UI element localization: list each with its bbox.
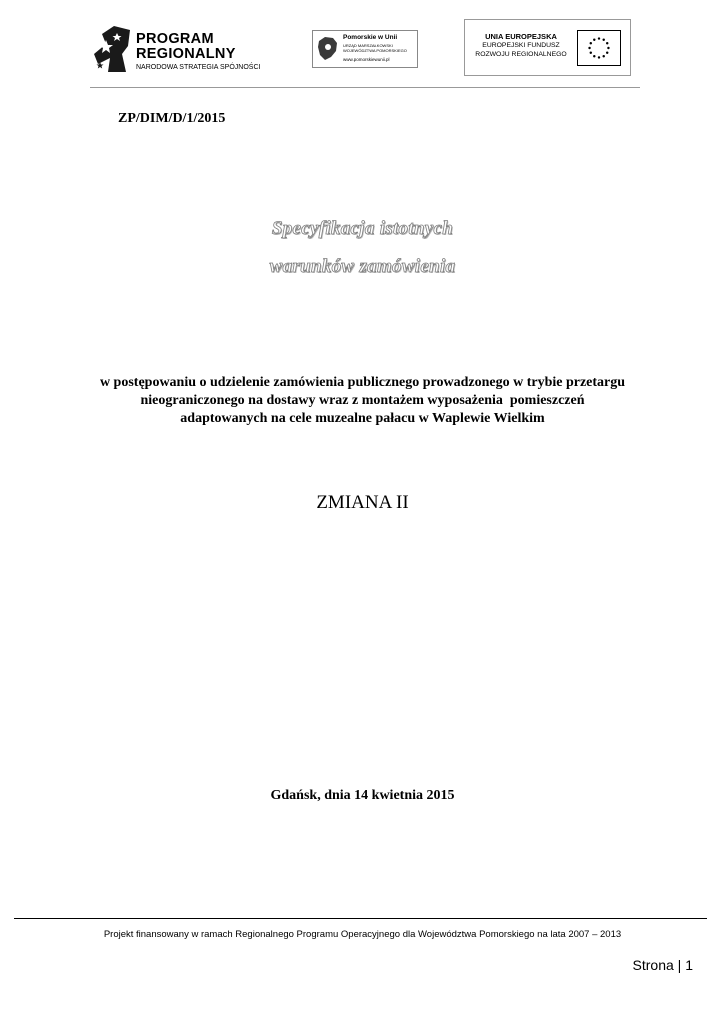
program-logo-line1: PROGRAM bbox=[136, 31, 214, 47]
page-number: Strona | 1 bbox=[632, 957, 693, 973]
program-regionalny-logo bbox=[92, 24, 272, 76]
procedure-description bbox=[80, 374, 645, 428]
program-logo-line3: NARODOWA STRATEGIA SPÓJNOŚCI bbox=[136, 64, 261, 71]
document-title-line1: Specyfikacja istotnych bbox=[271, 218, 454, 239]
eu-logo-line2: EUROPEJSKI FUNDUSZ bbox=[482, 42, 560, 49]
eu-flag-icon bbox=[577, 30, 621, 66]
pomorskie-logo-url: www.pomorskiewunii.pl bbox=[343, 57, 390, 62]
pomorskie-logo-title: Pomorskie w Unii bbox=[343, 34, 398, 41]
amendment-heading: ZMIANA II bbox=[316, 492, 409, 513]
procedure-line2: nieograniczonego na dostawy wraz z montażem wyposażenia pomieszczeń bbox=[140, 393, 585, 408]
document-title-line2: warunków zamówienia bbox=[269, 256, 456, 277]
procedure-line1: w postępowaniu o udzielenie zamówienia publicznego prowadzonego w trybie przetargu bbox=[99, 375, 626, 390]
document-reference-number: ZP/DIM/D/1/2015 bbox=[118, 111, 226, 126]
place-and-date: Gdańsk, dnia 14 kwietnia 2015 bbox=[270, 788, 455, 803]
program-logo-line2: REGIONALNY bbox=[136, 46, 236, 62]
pomorskie-logo-line2: WOJEWÓDZTWA POMORSKIEGO bbox=[343, 48, 407, 53]
eu-fund-logo bbox=[464, 19, 631, 76]
pomorskie-logo-line1: URZĄD MARSZAŁKOWSKI bbox=[343, 43, 393, 48]
program-regionalny-emblem-icon bbox=[92, 24, 132, 74]
procedure-line3: adaptowanych na cele muzealne pałacu w Waplewie Wielkim bbox=[180, 411, 545, 426]
pomorskie-map-icon bbox=[317, 35, 339, 63]
eu-logo-line1: UNIA EUROPEJSKA bbox=[485, 32, 557, 41]
eu-logo-text bbox=[469, 32, 573, 59]
pomorskie-w-unii-logo bbox=[312, 30, 418, 68]
eu-logo-line3: ROZWOJU REGIONALNEGO bbox=[475, 51, 567, 58]
header-divider bbox=[90, 87, 640, 88]
footer-divider bbox=[14, 918, 707, 919]
footer-funding-note: Projekt finansowany w ramach Regionalnego Programu Operacyjnego dla Województwa Pomorskiego na lata 2007 – 2013 bbox=[103, 929, 622, 940]
